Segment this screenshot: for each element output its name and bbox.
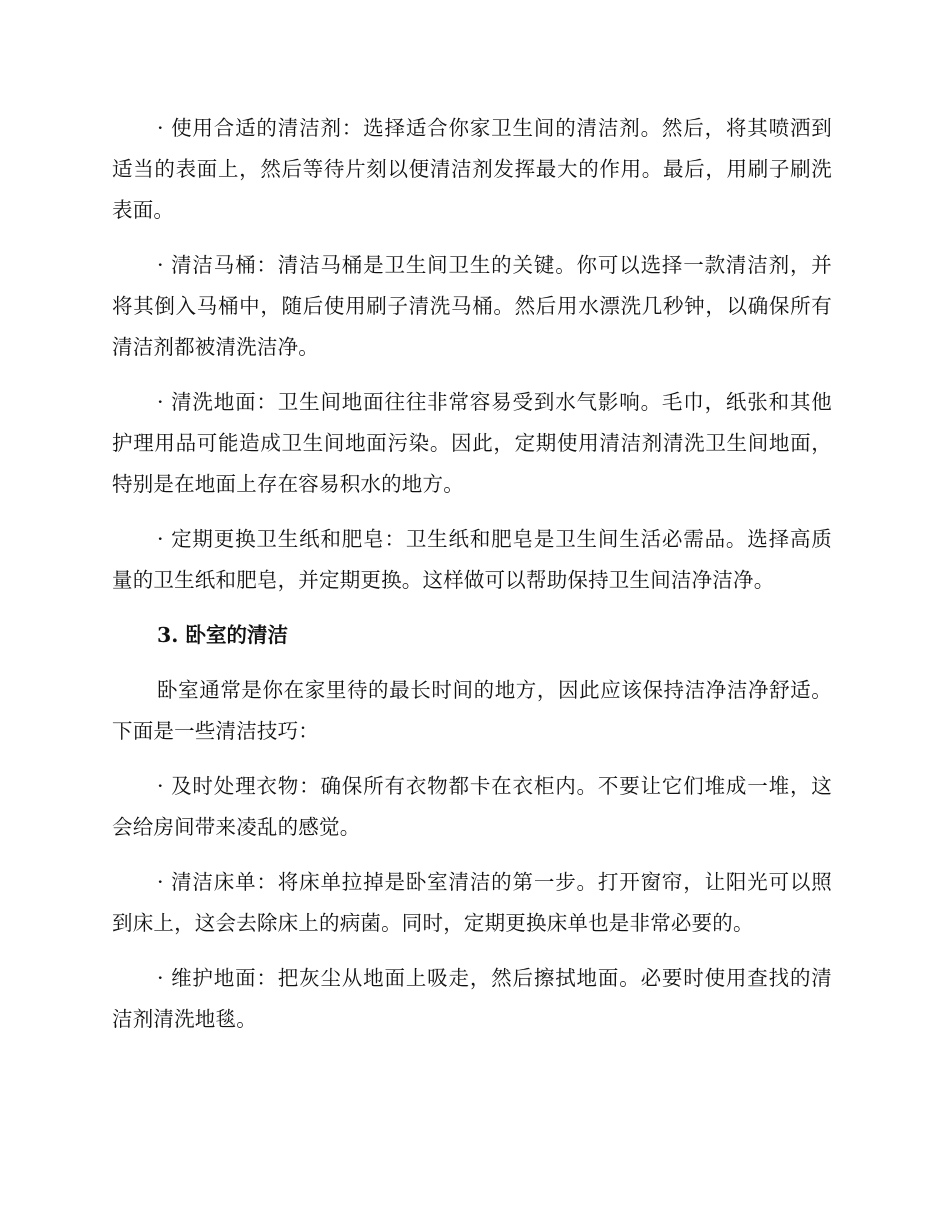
document-page (112, 108, 832, 1054)
paragraph-replace-supplies: · 定期更换卫生纸和肥皂：卫生纸和肥皂是卫生间生活必需品。选择高质量的卫生纸和肥皂，并定期更换。这样做可以帮助保持卫生间洁净洁净。 (112, 527, 832, 592)
paragraph-clothes: · 及时处理衣物：确保所有衣物都卡在衣柜内。不要让它们堆成一堆，这会给房间带来凌乱的感觉。 (112, 774, 832, 839)
paragraph-floor-maintenance: · 维护地面：把灰尘从地面上吸走，然后擦拭地面。必要时使用查找的清洁剂清洗地毯。 (112, 966, 832, 1031)
paragraph-bedroom-intro: 卧室通常是你在家里待的最长时间的地方，因此应该保持洁净洁净舒适。下面是一些清洁技巧： (112, 678, 832, 743)
paragraph-bedsheets: · 清洁床单：将床单拉掉是卧室清洁的第一步。打开窗帘，让阳光可以照到床上，这会去除床上的病菌。同时，定期更换床单也是非常必要的。 (112, 870, 832, 935)
paragraph-toilet: · 清洁马桶：清洁马桶是卫生间卫生的关键。你可以选择一款清洁剂，并将其倒入马桶中，随后使用刷子清洗马桶。然后用水漂洗几秒钟，以确保所有清洁剂都被清洗洁净。 (112, 253, 832, 359)
paragraph-floor-wash: · 清洗地面：卫生间地面往往非常容易受到水气影响。毛巾，纸张和其他护理用品可能造成卫生间地面污染。因此，定期使用清洁剂清洗卫生间地面，特别是在地面上存在容易积水的地方。 (112, 390, 832, 496)
section-heading-bedroom: 3. 卧室的清洁 (157, 623, 289, 647)
paragraph-cleaning-agent: · 使用合适的清洁剂：选择适合你家卫生间的清洁剂。然后，将其喷洒到适当的表面上，然后等待片刻以便清洁剂发挥最大的作用。最后，用刷子刷洗表面。 (112, 116, 832, 222)
